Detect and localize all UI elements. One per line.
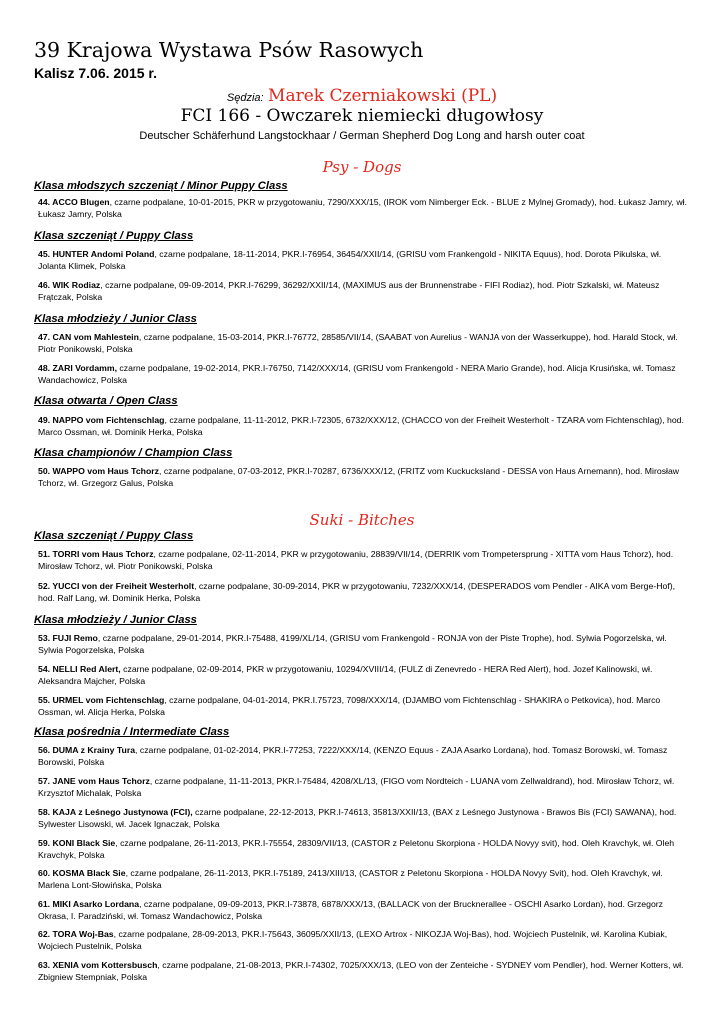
list-item [38, 549, 688, 572]
list-item [38, 633, 688, 656]
list-item [38, 807, 688, 830]
entry-details: , czarne podpalane, 11-11-2012, PKR.I-72305, 6732/XXX/12, (CHACCO von der Freiheit Westerholt - TZARA vom Fichtenschlag), hod. Marco Ossman, wł. Dominik Herka, Polska [38, 415, 684, 437]
list-item [38, 776, 688, 799]
bitches-heading: Suki - Bitches [309, 511, 415, 529]
entry-details: , czarne podpalane, 28-09-2013, PKR.I-75643, 36095/XXII/13, (LEXO Artrox - NIKOZJA Woj-Bas), hod. Wojciech Pustelnik, wł. Karolina Kubiak, Wojciech Pustelnik, Polska [38, 929, 668, 951]
entry-name: 61. MIKI Asarko Lordana [38, 899, 140, 909]
entry-details: czarne podpalane, 02-09-2014, PKR w przygotowaniu, 10294/XVIII/14, (FULZ di Zenevredo - HERA Red Alert), hod. Jozef Kalinowski, wł. Aleksandra Majcher, Polska [38, 664, 653, 686]
class-heading: Klasa młodszych szczeniąt / Minor Puppy Class [34, 180, 288, 192]
entry-details: , czarne podpalane, 07-03-2012, PKR.I-70287, 6736/XXX/12, (FRITZ vom Kuckucksland - DESSA von Haus Arnemann), hod. Mirosław Tchorz, wł. Grzegorz Galus, Polska [38, 466, 680, 488]
entry-details: , czarne podpalane, 30-09-2014, PKR w przygotowaniu, 7232/XXX/14, (DESPERADOS vom Pendler - AIKA vom Berge-Hof), hod. Ralf Lang, wł. Dominik Herka, Polska [38, 581, 676, 603]
dogs-heading: Psy - Dogs [322, 158, 402, 176]
entry-name: 47. CAN vom Mahlestein [38, 332, 139, 342]
judge-line [0, 86, 724, 106]
list-item [38, 868, 688, 891]
entry-details: , czarne podpalane, 01-02-2014, PKR.I-77253, 7222/XXX/14, (KENZO Equus - ZAJA Asarko Lordana), hod. Tomasz Borowski, wł. Tomasz Borowski, Polska [38, 745, 668, 767]
entry-details: , czarne podpalane, 15-03-2014, PKR.I-76772, 28585/VII/14, (SAABAT von Aurelius - WANJA von der Wasserkuppe), hod. Harald Stock, wł. Piotr Ponikowski, Polska [38, 332, 678, 354]
entry-details: , czarne podpalane, 04-01-2014, PKR.I.75723, 7098/XXX/14, (DJAMBO vom Fichtenschlag - SHAKIRA o Petkovica), hod. Marco Ossman, wł. Alicja Herka, Polska [38, 695, 661, 717]
entry-details: , czarne podpalane, 10-01-2015, PKR w przygotowaniu, 7290/XXX/15, (IROK vom Nimberger Eck. - BLUE z Mylnej Gromady), hod. Łukasz Jamry, wł. Łukasz Jamry, Polska [38, 197, 687, 219]
entry-name: 52. YUCCI von der Freiheit Westerholt [38, 581, 195, 591]
entry-name: 49. NAPPO vom Fichtenschlag [38, 415, 165, 425]
breed-subtitle: Deutscher Schäferhund Langstockhaar / German Shepherd Dog Long and harsh outer coat [139, 130, 585, 142]
list-item [38, 695, 688, 718]
entry-details: , czarne podpalane, 29-01-2014, PKR.I-75488, 4199/XL/14, (GRISU vom Frankengold - RONJA von der Piste Trophe), hod. Sylwia Pogorzelska, wł. Sylwia Pogorzelska, Polska [38, 633, 667, 655]
list-item [38, 745, 688, 768]
list-item [38, 664, 688, 687]
entry-name: 51. TORRI vom Haus Tchorz [38, 549, 154, 559]
list-item [38, 929, 688, 952]
judge-name: Marek Czerniakowski (PL) [268, 86, 498, 106]
entry-name: 60. KOSMA Black Sie [38, 868, 126, 878]
entry-name: 59. KONI Black Sie [38, 838, 116, 848]
entry-details: , czarne podpalane, 09-09-2014, PKR.I-76299, 36292/XXII/14, (MAXIMUS aus der Brunnenstrabe - FIFI Rodiaz), hod. Piotr Szkalski, wł. Mateusz Frątczak, Polska [38, 280, 660, 302]
list-item [38, 332, 688, 355]
entry-details: czarne podpalane, 19-02-2014, PKR.I-76750, 7142/XXX/14, (GRISU vom Frankengold - NERA Mario Grande), hod. Alicja Krusińska, wł. Tomasz Wandachowicz, Polska [38, 363, 676, 385]
entry-name: 55. URMEL vom Fichtenschlag [38, 695, 165, 705]
class-heading: Klasa otwarta / Open Class [34, 395, 178, 407]
class-heading: Klasa szczeniąt / Puppy Class [34, 230, 194, 242]
entry-name: 50. WAPPO vom Haus Tchorz [38, 466, 160, 476]
entry-name: 58. KAJA z Leśnego Justynowa (FCI), [38, 807, 193, 817]
page-title: 39 Krajowa Wystawa Psów Rasowych [34, 38, 424, 62]
entry-details: , czarne podpalane, 02-11-2014, PKR w przygotowaniu, 28839/VII/14, (DERRIK vom Trompetersprung - XITTA vom Haus Tchorz), hod. Mirosław Tchorz, wł. Piotr Ponikowski, Polska [38, 549, 674, 571]
list-item [38, 197, 688, 220]
entry-name: 62. TORA Woj-Bas [38, 929, 114, 939]
class-heading: Klasa szczeniąt / Puppy Class [34, 530, 194, 542]
class-heading: Klasa młodzieży / Junior Class [34, 313, 197, 325]
list-item [38, 249, 688, 272]
list-item [38, 838, 688, 861]
breed-title: FCI 166 - Owczarek niemiecki długowłosy [180, 106, 544, 126]
entry-name: 63. XENIA vom Kottersbusch [38, 960, 158, 970]
list-item [38, 581, 688, 604]
list-item [38, 899, 688, 922]
judge-label: Sędzia: [226, 92, 264, 104]
class-heading: Klasa pośrednia / Intermediate Class [34, 726, 230, 738]
list-item [38, 415, 688, 438]
entry-name: 57. JANE vom Haus Tchorz [38, 776, 150, 786]
entry-name: 53. FUJI Remo [38, 633, 98, 643]
list-item [38, 280, 688, 303]
entry-details: czarne podpalane, 22-12-2013, PKR.I-74613, 35813/XXII/13, (BAX z Leśnego Justynowa - Brawos Bis (FCI) SAWANA), hod. Sylwester Lisowski, wł. Jacek Ignaczak, Polska [38, 807, 677, 829]
class-heading: Klasa młodzieży / Junior Class [34, 614, 197, 626]
show-date: Kalisz 7.06. 2015 r. [34, 65, 157, 81]
entry-name: 54. NELLI Red Alert, [38, 664, 121, 674]
entry-name: 46. WIK Rodiaz [38, 280, 101, 290]
entry-details: , czarne podpalane, 26-11-2013, PKR.I-75554, 28309/VII/13, (CASTOR z Peletonu Skorpiona - HOLDA Novyy svit), hod. Oleh Kravchyk, wł. Oleh Kravchyk, Polska [38, 838, 675, 860]
list-item [38, 960, 688, 983]
class-heading: Klasa championów / Champion Class [34, 447, 233, 459]
entry-name: 45. HUNTER Andomi Poland [38, 249, 155, 259]
list-item [38, 363, 688, 386]
list-item [38, 466, 688, 489]
entry-name: 48. ZARI Vordamm, [38, 363, 118, 373]
entry-details: , czarne podpalane, 18-11-2014, PKR.I-76954, 36454/XXII/14, (GRISU vom Frankengold - NIKITA Equus), hod. Dorota Pikulska, wł. Jolanta Klimek, Polska [38, 249, 662, 271]
entry-name: 44. ACCO Blugen [38, 197, 110, 207]
entry-details: , czarne podpalane, 26-11-2013, PKR.I-75189, 2413/XIII/13, (CASTOR z Peletonu Skorpiona - HOLDA Novyy Svit), hod. Oleh Kravchyk, wł. Marlena Lont-Słowińska, Polska [38, 868, 663, 890]
entry-details: , czarne podpalane, 09-09-2013, PKR.I-73878, 6878/XXX/13, (BALLACK von der Brucknerallee - OSCHI Asarko Lordan), hod. Grzegorz Okrasa, I. Paradziński, wł. Tomasz Wandachowicz, Polska [38, 899, 664, 921]
entry-name: 56. DUMA z Krainy Tura [38, 745, 136, 755]
entry-details: , czarne podpalane, 21-08-2013, PKR.I-74302, 7025/XXX/13, (LEO von der Zenteiche - SYDNEY vom Pendler), hod. Werner Kotters, wł. Zbigniew Stempniak, Polska [38, 960, 684, 982]
entry-details: , czarne podpalane, 11-11-2013, PKR.I-75484, 4208/XL/13, (FIGO vom Nordteich - LUANA vom Zellwaldrand), hod. Mirosław Tchorz, wł. Krzysztof Michalak, Polska [38, 776, 675, 798]
